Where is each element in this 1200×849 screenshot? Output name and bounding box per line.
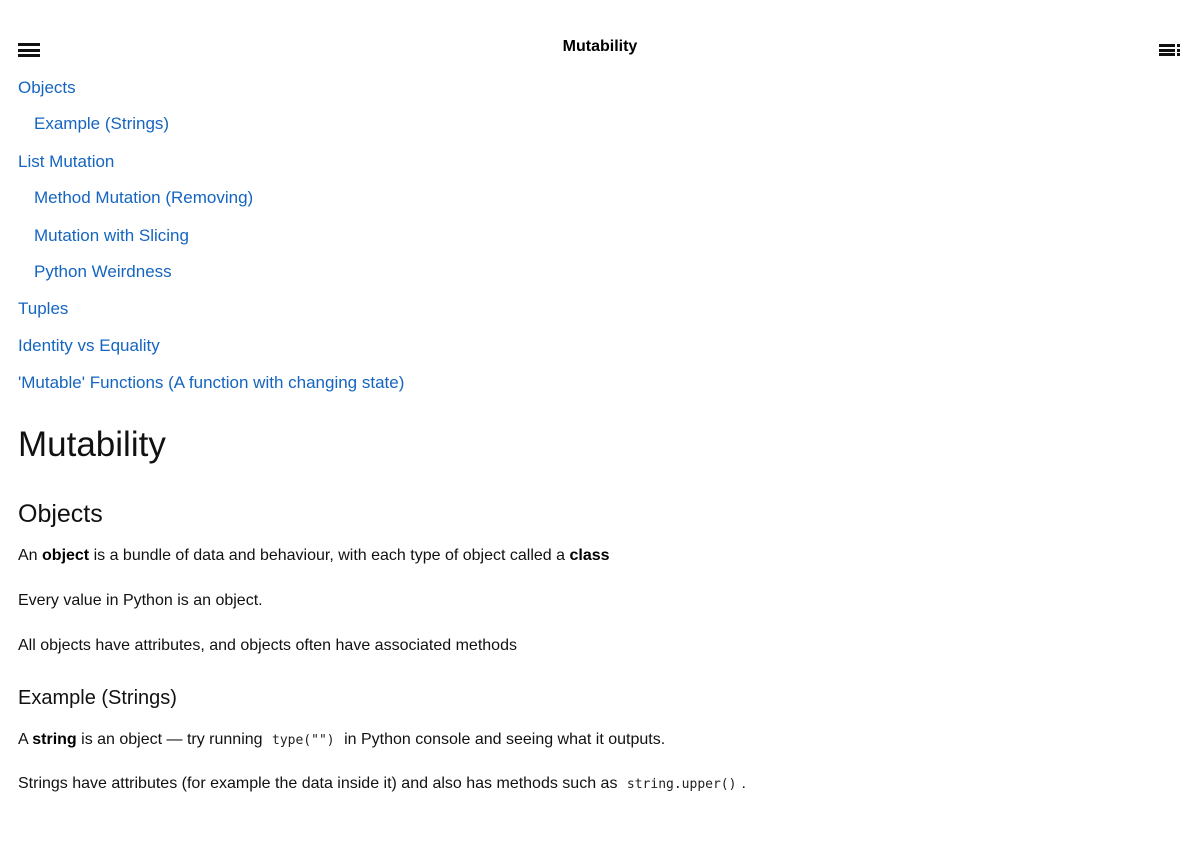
heading-mutability: Mutability xyxy=(18,425,166,464)
toc-item xyxy=(18,297,404,334)
paragraph-string-methods xyxy=(18,775,746,793)
page-title: Mutability xyxy=(562,38,638,55)
text: Strings have attributes (for example the data inside it) and also has methods such as xyxy=(18,775,622,792)
toc-item xyxy=(34,112,404,150)
toc-item xyxy=(34,224,404,260)
paragraph-string-object xyxy=(18,731,665,749)
toc-item xyxy=(34,260,404,297)
text: is an object — try running xyxy=(76,731,267,748)
text: . xyxy=(741,775,746,792)
toc-link-mutable-functions[interactable]: 'Mutable' Functions (A function with changing state) xyxy=(18,373,405,392)
toc-link-method-mutation[interactable]: Method Mutation (Removing) xyxy=(34,188,254,207)
code-string-upper: string.upper() xyxy=(626,777,737,792)
toc-link-python-weirdness[interactable]: Python Weirdness xyxy=(34,262,172,281)
text: An xyxy=(18,547,43,564)
term-class: class xyxy=(569,547,610,564)
toc-link-mutation-slicing[interactable]: Mutation with Slicing xyxy=(34,226,189,245)
toc-item xyxy=(18,76,404,112)
paragraph-object-definition xyxy=(18,547,610,565)
heading-objects: Objects xyxy=(18,500,103,528)
table-of-contents-icon[interactable] xyxy=(1159,44,1181,56)
toc-item xyxy=(18,371,404,407)
text: in Python console and seeing what it outputs. xyxy=(339,731,666,748)
term-string: string xyxy=(32,731,77,748)
toc-link-example-strings[interactable]: Example (Strings) xyxy=(34,114,170,133)
term-object: object xyxy=(42,547,90,564)
toc-link-identity-equality[interactable]: Identity vs Equality xyxy=(18,336,160,355)
paragraph-every-value: Every value in Python is an object. xyxy=(18,592,263,609)
toc-link-objects[interactable]: Objects xyxy=(18,78,76,97)
paragraph-attributes: All objects have attributes, and objects often have associated methods xyxy=(18,637,517,654)
text: is a bundle of data and behaviour, with each type of object called a xyxy=(89,547,570,564)
toc-item xyxy=(18,334,404,371)
toc-link-list-mutation[interactable]: List Mutation xyxy=(18,152,115,171)
text: A xyxy=(18,731,33,748)
heading-example-strings: Example (Strings) xyxy=(18,687,177,709)
toc-item xyxy=(18,150,404,186)
table-of-contents xyxy=(18,76,404,407)
code-type: type("") xyxy=(272,733,335,748)
toc-link-tuples[interactable]: Tuples xyxy=(18,299,69,318)
toc-item xyxy=(34,186,404,224)
